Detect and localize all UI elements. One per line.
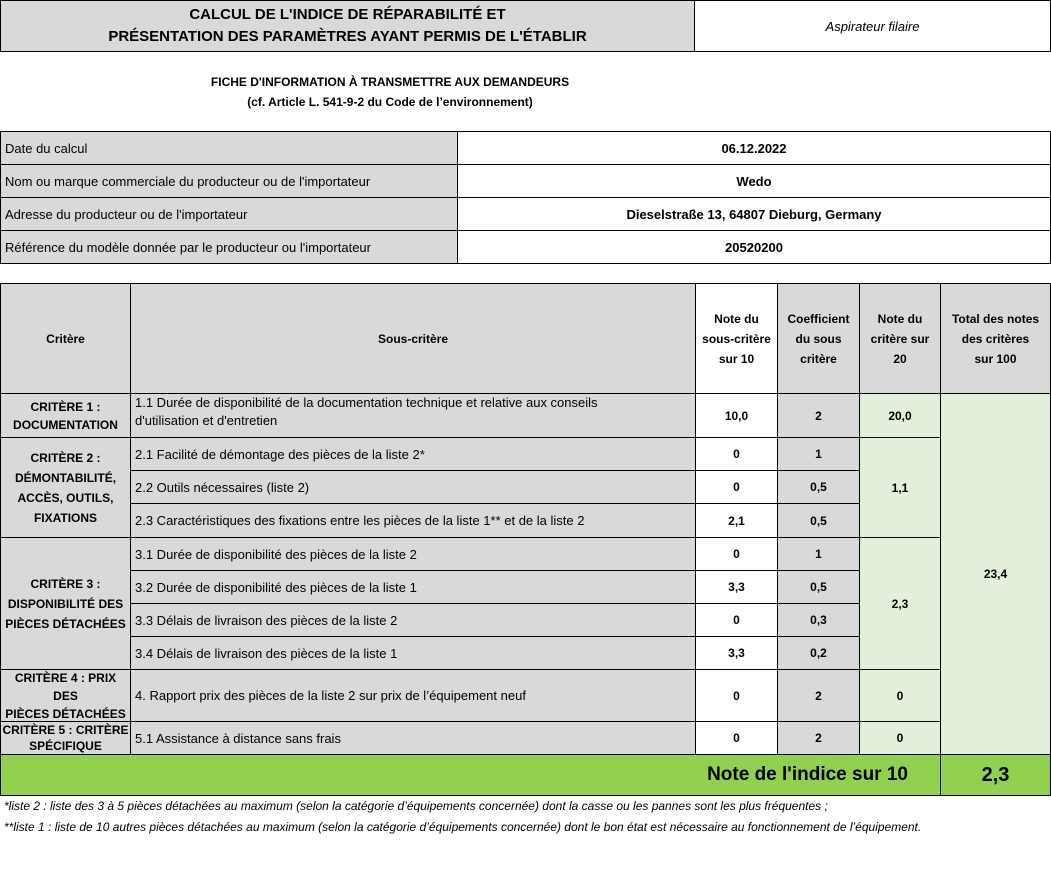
criterion-label-line: DOCUMENTATION [13,417,118,432]
criterion-3-score [859,537,941,670]
info-value-reference: 20520200 [725,239,783,255]
col-header-critere-text: Critère [46,331,85,346]
subcriterion-score [695,636,778,670]
criterion-label-line: CRITÈRE 2 : [30,450,101,465]
header-line: 20 [893,351,907,366]
subcriterion-2-1 [130,437,696,471]
index-label-text: Note de l'indice sur 10 [707,764,908,785]
score-value: 0 [733,447,740,461]
score-value: 0 [733,688,740,703]
subcriterion-text: 1.1 Durée de disponibilité de la documentation technique et relative aux conseils [135,395,598,410]
col-header-sous-critere-text: Sous-critère [377,331,449,346]
subcriterion-score [695,537,778,571]
info-value [457,164,1051,198]
subcriterion-text: 3.4 Délais de livraison des pièces de la liste 1 [135,645,398,661]
info-label-date: Date du calcul [5,140,88,156]
criterion-4-label [0,669,131,722]
info-label [0,197,458,231]
subcriterion-3-4 [130,636,696,670]
footnote-text: *liste 2 : liste des 3 à 5 pièces détachées au maximum (selon la catégorie d’équipements concernée) dont la casse ou les pannes sont les plus fréquentes ; [4,799,828,813]
subcriterion-coefficient [777,669,860,722]
criterion-label-line: FIXATIONS [33,510,98,525]
criterion-label-line: CRITÈRE 1 : [30,399,101,414]
info-label [0,230,458,264]
footnote-text: **liste 1 : liste de 10 autres pièces détachées au maximum (selon la catégorie d’équipements concernée) dont le bon état est nécessaire au fonctionnement de l’équipement. [4,820,922,834]
subcriterion-text: 4. Rapport prix des pièces de la liste 2 sur prix de l’équipement neuf [135,688,526,703]
subcriterion-coefficient [777,721,860,755]
col-header-note-critere [859,283,941,394]
subcriterion-2-3 [130,503,696,538]
subcriterion-score [695,470,778,504]
criterion-1-label [0,393,131,438]
criterion-score-value: 1,1 [891,480,909,495]
subtitle-line-1: FICHE D'INFORMATION À TRANSMETTRE AUX DEMANDEURS [210,75,570,89]
col-header-coefficient [777,283,860,394]
subcriterion-2-2 [130,470,696,504]
subcriterion-score [695,603,778,637]
score-value: 3,3 [728,580,745,594]
info-value [457,131,1051,165]
subcriterion-text: 2.1 Facilité de démontage des pièces de la liste 2* [135,446,425,462]
subcriterion-coefficient [777,437,860,471]
product-type-text: Aspirateur filaire [825,18,920,34]
criterion-label-line: ACCÈS, OUTILS, [17,490,114,505]
subcriterion-text: d'utilisation et d'entretien [135,413,278,428]
coef-value: 2 [815,688,822,703]
total-score-value: 23,4 [983,567,1008,581]
criterion-score-value: 2,3 [891,596,909,611]
subcriterion-coefficient [777,503,860,538]
header-line: des critères [961,331,1030,346]
subcriterion-score [695,669,778,722]
criterion-label-line: CRITÈRE 3 : [30,576,101,591]
coef-value: 0,5 [810,580,827,594]
subcriterion-4 [130,669,696,722]
criterion-label-line: CRITÈRE 5 : CRITÈRE [2,723,129,737]
header-line: Note du [714,311,759,326]
criterion-label-line: DÉMONTABILITÉ, [14,470,117,485]
header-line: critère [800,351,837,366]
index-value [940,754,1051,796]
subcriterion-1-1 [130,393,696,438]
coef-value: 0,2 [810,646,827,660]
subtitle-line-2: (cf. Article L. 541-9-2 du Code de l’environnement) [247,95,533,109]
info-label [0,164,458,198]
total-score [940,393,1051,755]
criterion-3-label [0,537,131,670]
coef-value: 0,3 [810,613,827,627]
coef-value: 0,5 [810,513,827,528]
header-line: sous-critère [702,331,771,346]
subcriterion-coefficient [777,470,860,504]
subcriterion-coefficient [777,537,860,571]
header-line: du sous [795,331,842,346]
coef-value: 0,5 [810,480,827,494]
subcriterion-text: 3.2 Durée de disponibilité des pièces de la liste 1 [135,579,417,595]
info-value [457,230,1051,264]
sheet-title [0,0,695,52]
subcriterion-score [695,437,778,471]
score-value: 0 [733,731,740,745]
footnote-liste-2 [4,798,1049,814]
coef-value: 2 [815,731,822,745]
score-value: 0 [733,547,740,561]
product-type [694,0,1051,52]
subcriterion-3-1 [130,537,696,571]
criterion-score-value: 0 [896,731,904,745]
coef-value: 2 [815,408,822,423]
subcriterion-score [695,570,778,604]
subcriterion-coefficient [777,603,860,637]
score-value: 0 [733,480,740,494]
info-label [0,131,458,165]
col-header-sous-critere [130,283,696,394]
subcriterion-text: 3.3 Délais de livraison des pièces de la liste 2 [135,612,398,628]
criterion-4-score [859,669,941,722]
title-line-2: PRÉSENTATION DES PARAMÈTRES AYANT PERMIS DE L'ÉTABLIR [108,28,587,45]
header-line: sur 100 [974,351,1017,366]
criterion-2-label [0,437,131,538]
subcriterion-score [695,393,778,438]
criterion-label-line: PIÈCES DÉTACHÉES [5,616,126,631]
info-label-address: Adresse du producteur ou de l'importateur [5,206,248,222]
subcriterion-score [695,503,778,538]
info-label-brand: Nom ou marque commerciale du producteur ou de l'importateur [5,173,371,189]
subcriterion-score [695,721,778,755]
subcriterion-coefficient [777,636,860,670]
info-label-reference: Référence du modèle donnée par le producteur ou l'importateur [5,239,371,255]
score-value: 3,3 [728,646,745,660]
header-line: Note du [877,311,923,326]
subcriterion-text: 3.1 Durée de disponibilité des pièces de la liste 2 [135,546,417,562]
header-line: critère sur [870,331,930,346]
index-value-text: 2,3 [981,763,1010,786]
criterion-1-score [859,393,941,438]
header-line: sur 10 [718,351,755,366]
col-header-note-sous [695,283,778,394]
title-line-1: CALCUL DE L'INDICE DE RÉPARABILITÉ ET [189,6,506,23]
subcriterion-text: 2.2 Outils nécessaires (liste 2) [135,479,310,495]
coef-value: 1 [815,547,822,561]
subcriterion-5-1 [130,721,696,755]
criterion-label-line: DISPONIBILITÉ DES [7,596,124,611]
criterion-score-value: 20,0 [888,408,912,423]
subcriterion-text: 2.3 Caractéristiques des fixations entre les pièces de la liste 1** et de la liste 2 [135,513,585,528]
score-value: 2,1 [728,513,745,528]
criterion-label-line: PIÈCES DÉTACHÉES [5,706,126,721]
subcriterion-3-3 [130,603,696,637]
subcriterion-coefficient [777,570,860,604]
criterion-score-value: 0 [896,688,904,703]
criterion-5-score [859,721,941,755]
info-value-date: 06.12.2022 [721,140,787,156]
criterion-2-score [859,437,941,538]
info-value [457,197,1051,231]
col-header-critere [0,283,131,394]
info-value-brand: Wedo [736,173,772,189]
coef-value: 1 [815,447,822,461]
col-header-total [940,283,1051,394]
sheet-subtitle [0,72,780,112]
criterion-label-line: CRITÈRE 4 : PRIX DES [14,670,117,703]
header-line: Coefficient [787,311,850,326]
criterion-5-label [0,721,131,755]
info-value-address: Dieselstraße 13, 64807 Dieburg, Germany [626,206,882,222]
index-label [0,754,941,796]
score-value: 10,0 [724,408,749,423]
header-line: Total des notes [951,311,1040,326]
subcriterion-coefficient [777,393,860,438]
subcriterion-text: 5.1 Assistance à distance sans frais [135,730,341,746]
footnote-liste-1 [4,819,1049,835]
score-value: 0 [733,613,740,627]
criterion-label-line: SPÉCIFIQUE [29,739,102,753]
subcriterion-3-2 [130,570,696,604]
